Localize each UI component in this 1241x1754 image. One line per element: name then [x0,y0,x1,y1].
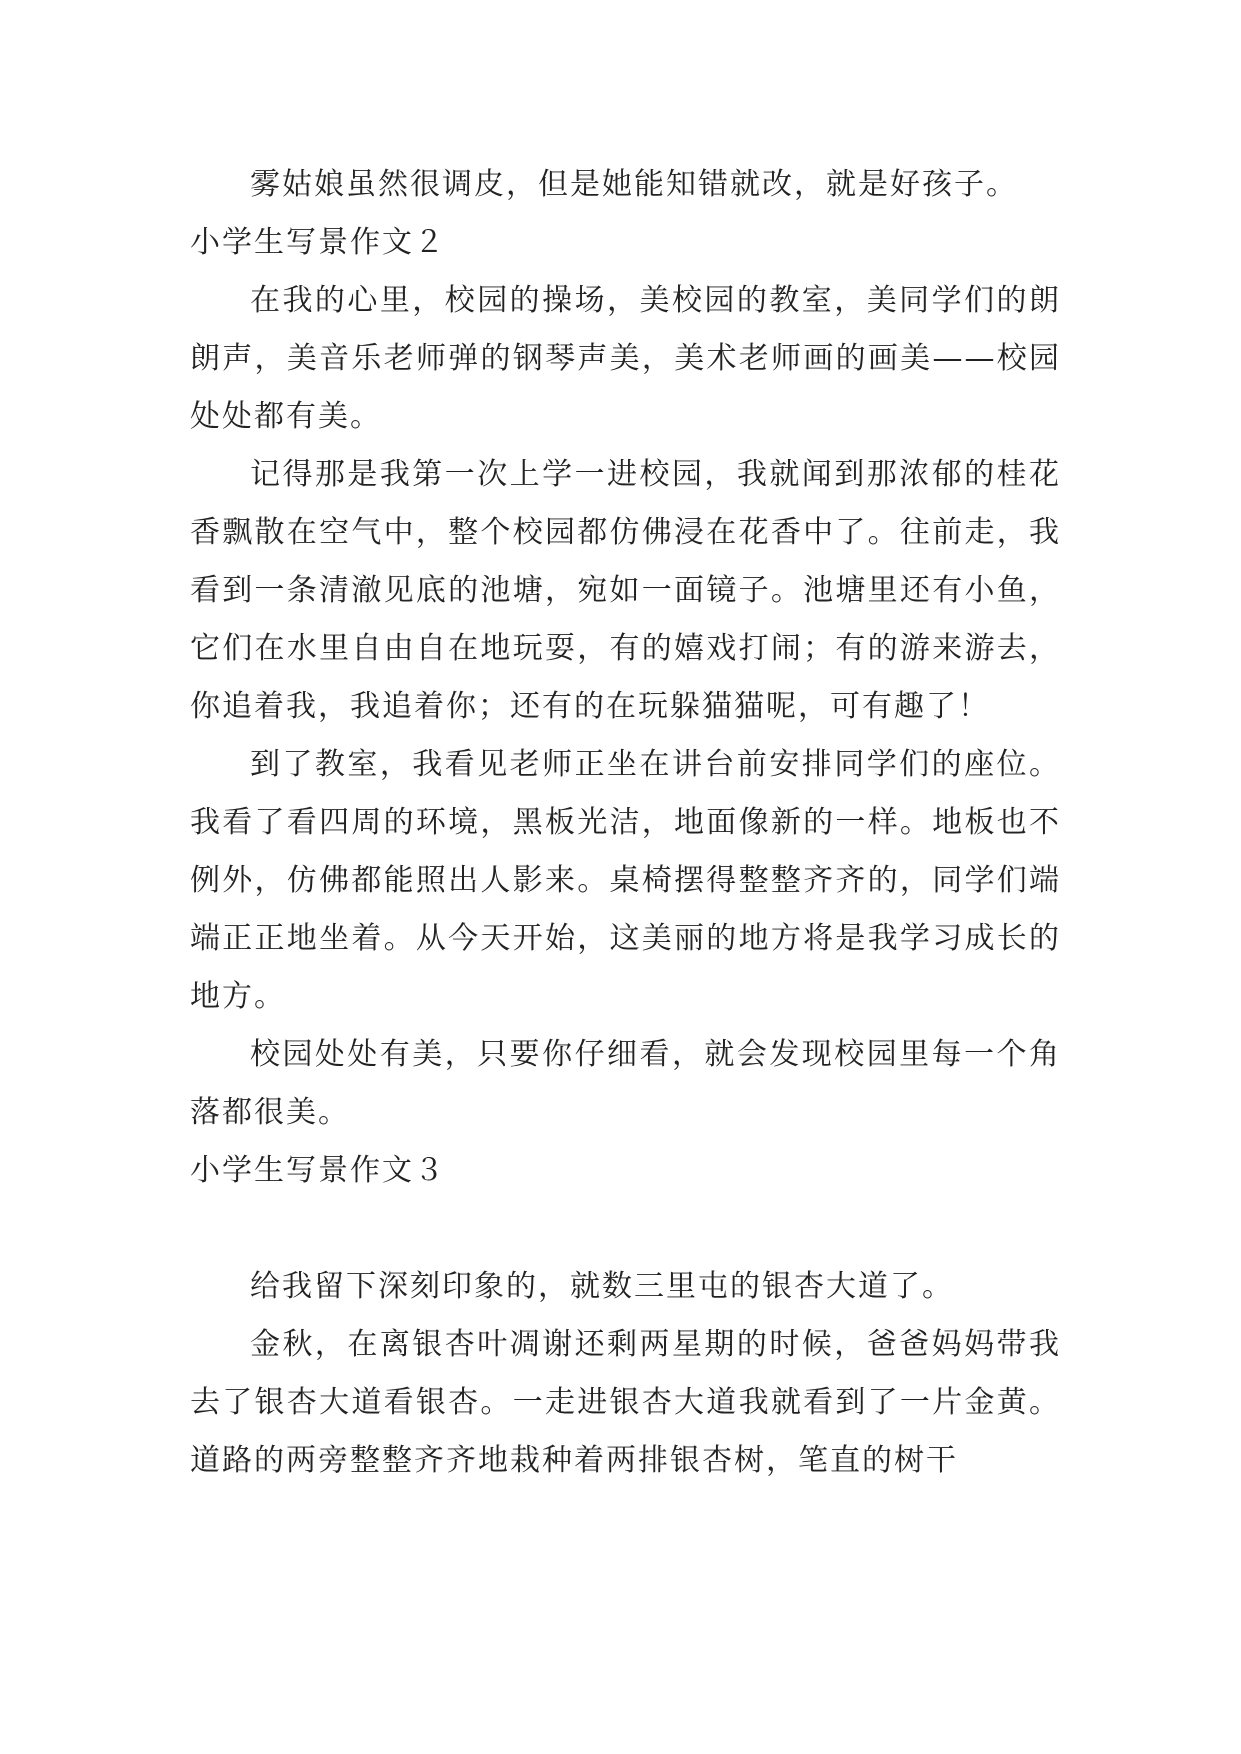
blank-line [190,1200,1061,1258]
paragraph: 给我留下深刻印象的，就数三里屯的银杏大道了。 [250,1269,954,1304]
paragraph: 校园处处有美，只要你仔细看，就会发现校园里每一个角落都很美。 [190,1037,1061,1130]
paragraph: 记得那是我第一次上学一进校园，我就闻到那浓郁的桂花香飘散在空气中，整个校园都仿佛浸在花香中了。往前走，我看到一条清澈见底的池塘，宛如一面镜子。池塘里还有小鱼，它们在水里自由自在地玩耍，有的嬉戏打闹；有的游来游去，你追着我，我追着你；还有的在玩躲猫猫呢，可有趣了！ [190,457,1061,724]
paragraph: 金秋，在离银杏叶凋谢还剩两星期的时候，爸爸妈妈带我去了银杏大道看银杏。一走进银杏大道我就看到了一片金黄。道路的两旁整整齐齐地栽种着两排银杏树，笔直的树干 [190,1327,1061,1478]
section-heading: 小学生写景作文２ [190,225,446,260]
paragraph: 在我的心里，校园的操场，美校园的教室，美同学们的朗朗声，美音乐老师弹的钢琴声美，美术老师画的画美——校园处处都有美。 [190,283,1061,434]
section-heading: 小学生写景作文３ [190,1153,446,1188]
paragraph: 到了教室，我看见老师正坐在讲台前安排同学们的座位。我看了看四周的环境，黑板光洁，地面像新的一样。地板也不例外，仿佛都能照出人影来。桌椅摆得整整齐齐的，同学们端端正正地坐着。从今天开始，这美丽的地方将是我学习成长的地方。 [190,747,1061,1014]
paragraph: 雾姑娘虽然很调皮，但是她能知错就改，就是好孩子。 [250,167,1018,202]
